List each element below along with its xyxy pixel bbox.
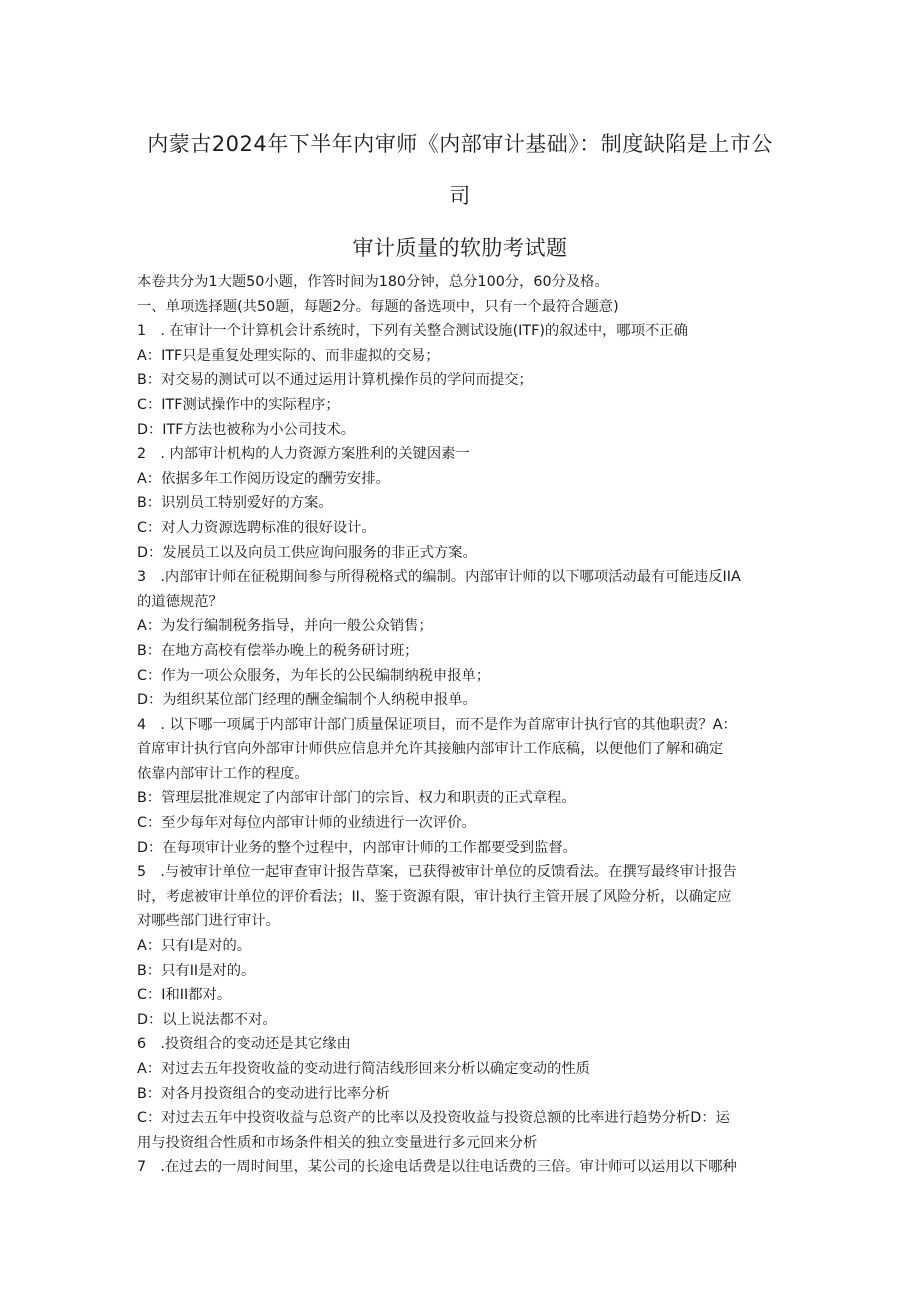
question-3-option-c: C：作为一项公众服务，为年长的公民编制纳税申报单； bbox=[137, 667, 491, 684]
question-3-option-a: A：为发行编制税务指导，并向一般公众销售； bbox=[137, 618, 433, 635]
section-heading: 一、单项选择题(共50题，每题2分。每题的备选项中，只有一个最符合题意) bbox=[137, 298, 619, 315]
question-4-option-c: C：至少每年对每位内部审计师的业绩进行一次评价。 bbox=[137, 815, 476, 832]
question-2-option-b: B：识别员工特别爱好的方案。 bbox=[137, 495, 333, 512]
question-5-stem-line-2: 时，考虑被审计单位的评价看法；II、鉴于资源有限，审计执行主管开展了风险分析，以确定应 bbox=[137, 888, 732, 905]
question-1-option-d: D：ITF方法也被称为小公司技术。 bbox=[137, 421, 356, 438]
document-body bbox=[137, 270, 787, 1180]
question-3-option-d: D：为组织某位部门经理的酬金编制个人纳税申报单。 bbox=[137, 692, 477, 709]
question-4-option-d: D：在每项审计业务的整个过程中，内部审计师的工作都要受到监督。 bbox=[137, 839, 577, 856]
document-title-line-1: 内蒙古2024年下半年内审师《内部审计基础》：制度缺陷是上市公 bbox=[147, 132, 773, 156]
question-6-option-b: B：对各月投资组合的变动进行比率分析 bbox=[137, 1085, 390, 1102]
document-title-line-3: 审计质量的软肋考试题 bbox=[352, 236, 568, 260]
question-4-option-b: B：管理层批准规定了内部审计部门的宗旨、权力和职责的正式章程。 bbox=[137, 790, 576, 807]
question-5-option-c: C：I和II都对。 bbox=[137, 987, 232, 1004]
question-6-stem: 6 .投资组合的变动还是其它缘由 bbox=[137, 1036, 351, 1053]
question-1-option-a: A：ITF只是重复处理实际的、而非虚拟的交易； bbox=[137, 347, 440, 364]
question-6-option-c-line-1: C：对过去五年中投资收益与总资产的比率以及投资收益与投资总额的比率进行趋势分析D：运 bbox=[137, 1110, 730, 1127]
question-4-stem-line-2: 首席审计执行官向外部审计师供应信息并允许其接触内部审计工作底稿，以便他们了解和确定 bbox=[137, 741, 724, 758]
document-title-line-2: 司 bbox=[449, 184, 471, 208]
question-6-option-a: A：对过去五年投资收益的变动进行简洁线形回来分析以确定变动的性质 bbox=[137, 1061, 590, 1077]
question-2-option-d: D：发展员工以及向员工供应询问服务的非正式方案。 bbox=[137, 544, 477, 561]
question-4-stem-line-1: 4 . 以下哪一项属于内部审计部门质量保证项目，而不是作为首席审计执行官的其他职责？A： bbox=[137, 716, 737, 733]
question-2-option-a: A：依据多年工作阅历设定的酬劳安排。 bbox=[137, 470, 390, 487]
question-2-option-c: C：对人力资源选聘标准的很好设计。 bbox=[137, 519, 376, 536]
question-2-stem: 2 . 内部审计机构的人力资源方案胜利的关键因素一 bbox=[137, 446, 470, 463]
question-7-stem: 7 .在过去的一周时间里，某公司的长途电话费是以往电话费的三倍。审计师可以运用以下哪种 bbox=[137, 1159, 737, 1176]
question-4-stem-line-3: 依靠内部审计工作的程度。 bbox=[137, 765, 309, 782]
question-1-stem: 1 . 在审计一个计算机会计系统时，下列有关整合测试设施(ITF)的叙述中，哪项不正确 bbox=[137, 323, 688, 340]
question-5-stem-line-1: 5 .与被审计单位一起审查审计报告草案，已获得被审计单位的反馈看法。在撰写最终审计报告 bbox=[137, 864, 737, 881]
question-5-option-b: B：只有II是对的。 bbox=[137, 962, 256, 979]
question-5-stem-line-3: 对哪些部门进行审计。 bbox=[137, 913, 280, 930]
question-6-option-c-line-2: 用与投资组合性质和市场条件相关的独立变量进行多元回来分析 bbox=[137, 1134, 538, 1151]
question-1-option-c: C：ITF测试操作中的实际程序； bbox=[137, 396, 340, 413]
question-5-option-d: D：以上说法都不对。 bbox=[137, 1011, 277, 1028]
question-3-stem-line-2: 的道德规范？ bbox=[137, 593, 223, 610]
exam-intro: 本卷共分为1大题50小题，作答时间为180分钟，总分100分，60分及格。 bbox=[137, 274, 609, 290]
question-3-stem-line-1: 3 .内部审计师在征税期间参与所得税格式的编制。内部审计师的以下哪项活动最有可能违反IIA bbox=[137, 569, 741, 586]
question-5-option-a: A：只有I是对的。 bbox=[137, 938, 252, 955]
question-1-option-b: B：对交易的测试可以不通过运用计算机操作员的学问而提交； bbox=[137, 372, 533, 389]
question-3-option-b: B：在地方高校有偿举办晚上的税务研讨班； bbox=[137, 642, 419, 659]
